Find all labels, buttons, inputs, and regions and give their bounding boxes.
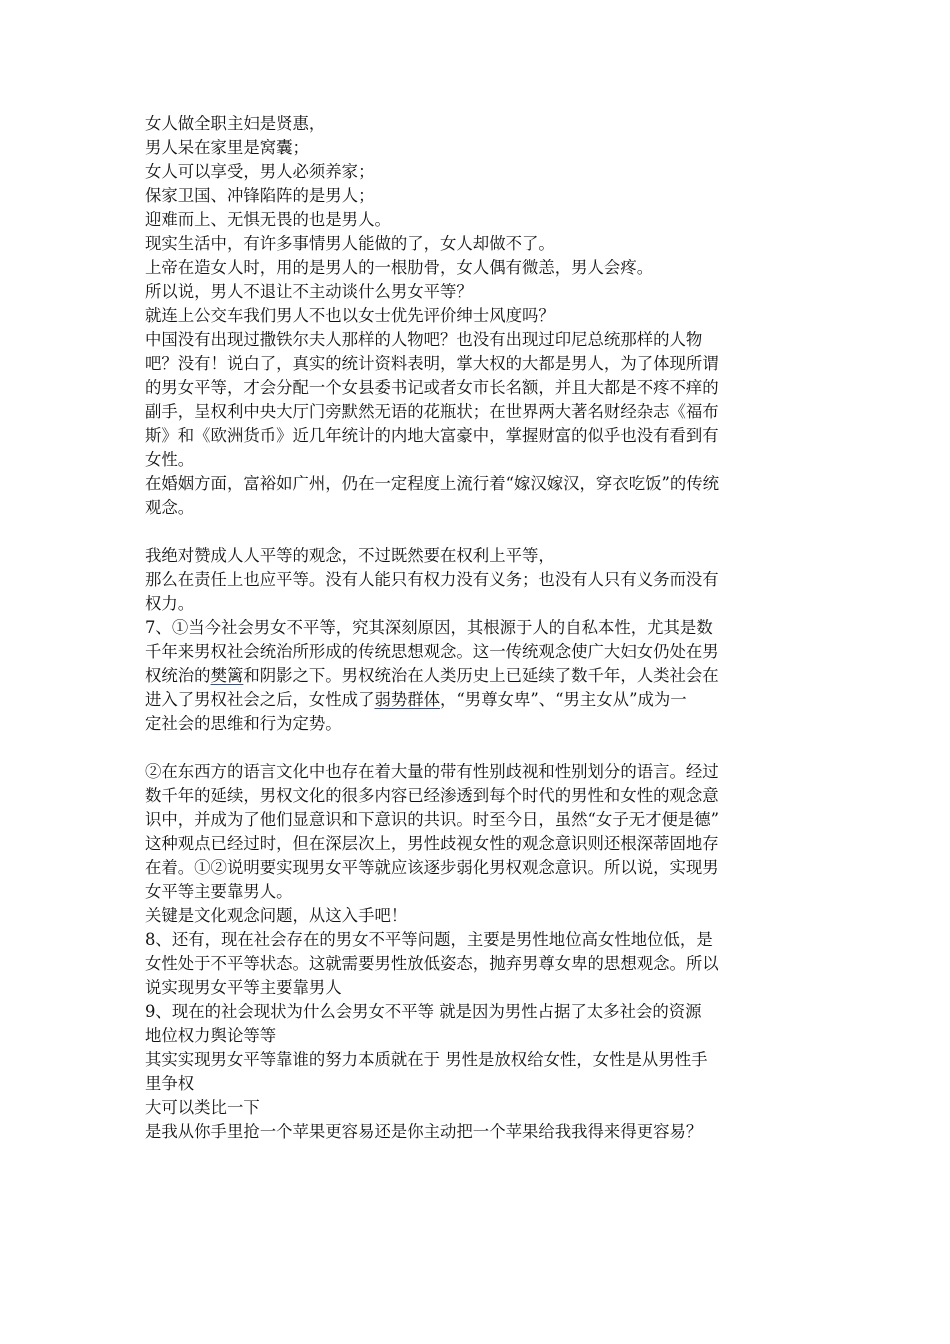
text-line: 里争权	[145, 1074, 195, 1093]
text-line: 说实现男女平等主要靠男人	[145, 978, 342, 997]
text-line: 关键是文化观念问题，从这入手吧！	[145, 906, 408, 925]
underlined-term[interactable]: 樊篱	[210, 666, 244, 685]
text-line: 迎难而上、无惧无畏的也是男人。	[145, 210, 391, 229]
text-segment: 进入了男权社会之后，女性成了	[145, 690, 375, 709]
text-line: 女性。	[145, 450, 195, 469]
text-line: 在婚姻方面，富裕如广州，仍在一定程度上流行着“嫁汉嫁汉，穿衣吃饭”的传统	[145, 474, 720, 493]
text-line: 大可以类比一下	[145, 1098, 260, 1117]
text-line: 7、①当今社会男女不平等，究其深刻原因，其根源于人的自私本性，尤其是数	[145, 618, 713, 637]
blank-line	[145, 520, 813, 544]
text-line: 女人可以享受，男人必须养家；	[145, 162, 375, 181]
text-segment: 和阴影之下。男权统治在人类历史上已延续了数千年，人类社会在	[243, 666, 719, 685]
text-line: 的男女平等，才会分配一个女县委书记或者女市长名额，并且大都是不疼不痒的	[145, 378, 719, 397]
text-line: 吧？没有！说白了，真实的统计资料表明，掌大权的大都是男人，为了体现所谓	[145, 354, 719, 373]
text-line: 识中，并成为了他们显意识和下意识的共识。时至今日，虽然“女子无才便是德”	[145, 810, 720, 829]
text-line: 女性处于不平等状态。这就需要男性放低姿态，抛弃男尊女卑的思想观念。所以	[145, 954, 719, 973]
text-line: 所以说，男人不退让不主动谈什么男女平等？	[145, 282, 473, 301]
text-line: 9、现在的社会现状为什么会男女不平等 就是因为男性占据了太多社会的资源	[145, 1002, 702, 1021]
text-line: 女人做全职主妇是贤惠，	[145, 114, 326, 133]
text-line: 其实实现男女平等靠谁的努力本质就在于 男性是放权给女性，女性是从男性手	[145, 1050, 708, 1069]
text-line: 定社会的思维和行为定势。	[145, 714, 342, 733]
text-line: 斯》和《欧洲货币》近几年统计的内地大富豪中，掌握财富的似乎也没有看到有	[145, 426, 719, 445]
text-line: 那么在责任上也应平等。没有人能只有权力没有义务；也没有人只有义务而没有	[145, 570, 719, 589]
blank-line	[145, 736, 813, 760]
text-segment: ，“男尊女卑”、“男主女从”成为一	[440, 690, 687, 709]
text-line: 千年来男权社会统治所形成的传统思想观念。这一传统观念使广大妇女仍处在男	[145, 642, 719, 661]
text-line: 权力。	[145, 594, 195, 613]
text-line: 观念。	[145, 498, 195, 517]
text-line: 副手，呈权利中央大厅门旁默然无语的花瓶状；在世界两大著名财经杂志《福布	[145, 402, 719, 421]
text-line: 8、还有，现在社会存在的男女不平等问题，主要是男性地位高女性地位低，是	[145, 930, 713, 949]
text-line: 女平等主要靠男人。	[145, 882, 293, 901]
text-line: 上帝在造女人时，用的是男人的一根肋骨，女人偶有微恙，男人会疼。	[145, 258, 654, 277]
text-line: 这种观点已经过时，但在深层次上，男性歧视女性的观念意识则还根深蒂固地存	[145, 834, 719, 853]
text-line: 保家卫国、冲锋陷阵的是男人；	[145, 186, 375, 205]
document-body	[145, 112, 813, 1144]
text-line: 在着。①②说明要实现男女平等就应该逐步弱化男权观念意识。所以说，实现男	[145, 858, 719, 877]
text-line: 就连上公交车我们男人不也以女士优先评价绅士风度吗？	[145, 306, 555, 325]
text-segment: 权统治的	[145, 666, 211, 685]
text-line: 是我从你手里抢一个苹果更容易还是你主动把一个苹果给我我得来得更容易？	[145, 1122, 703, 1141]
text-line	[145, 688, 813, 712]
text-line: 现实生活中，有许多事情男人能做的了，女人却做不了。	[145, 234, 555, 253]
text-line: 中国没有出现过撒铁尔夫人那样的人物吧？也没有出现过印尼总统那样的人物	[145, 330, 703, 349]
text-line: 男人呆在家里是窝囊；	[145, 138, 309, 157]
underlined-term[interactable]: 弱势群体	[374, 690, 441, 709]
text-line: ②在东西方的语言文化中也存在着大量的带有性别歧视和性别划分的语言。经过	[145, 762, 719, 781]
text-line	[145, 664, 813, 688]
text-line: 地位权力舆论等等	[145, 1026, 277, 1045]
text-line: 我绝对赞成人人平等的观念，不过既然要在权利上平等，	[145, 546, 555, 565]
text-line: 数千年的延续，男权文化的很多内容已经渗透到每个时代的男性和女性的观念意	[145, 786, 719, 805]
